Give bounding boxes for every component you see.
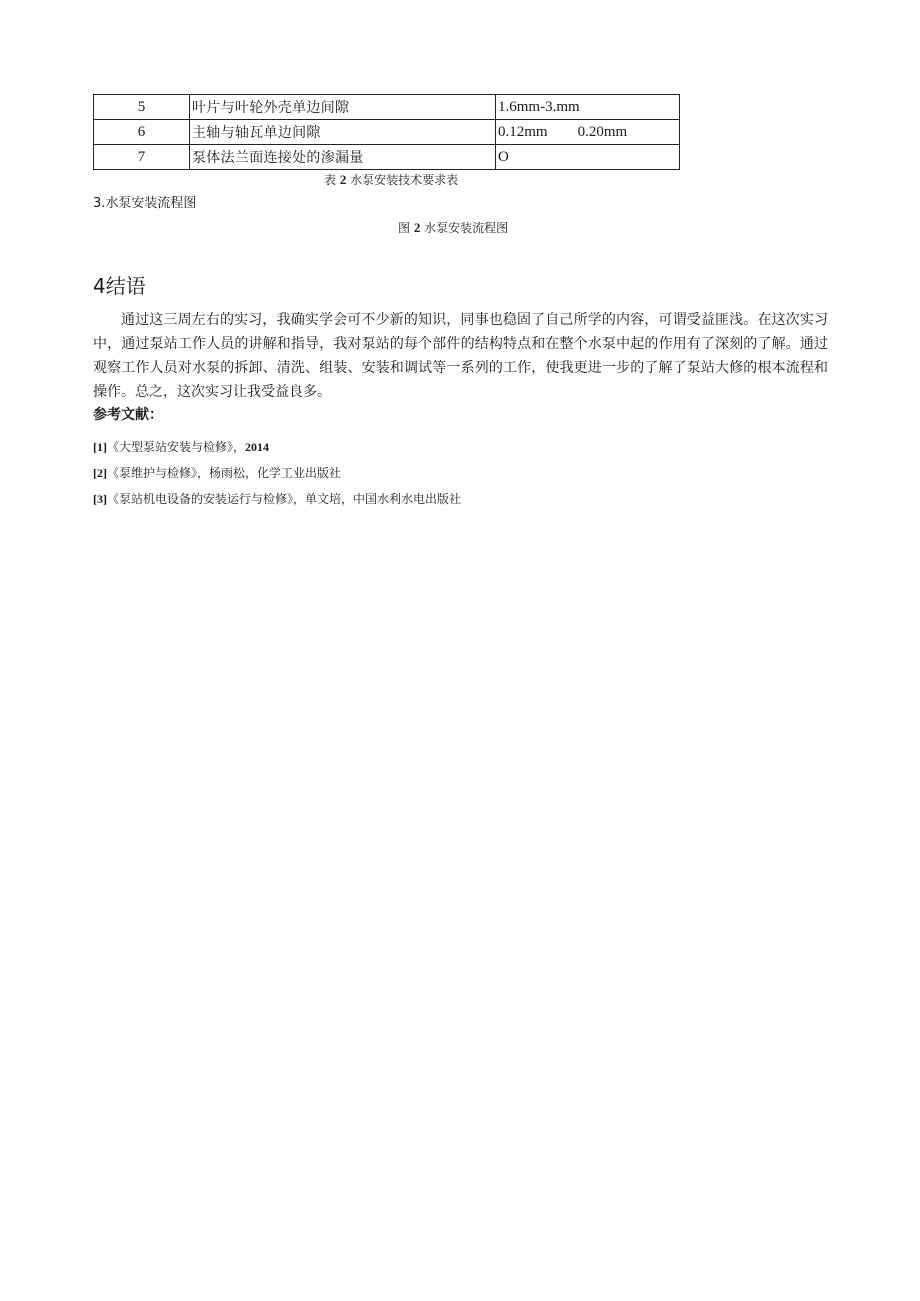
reference-tag: [1]	[93, 440, 107, 454]
reference-item	[93, 440, 461, 455]
reference-tag: [3]	[93, 492, 107, 506]
table-caption-number: 2	[339, 172, 347, 187]
table-row	[94, 120, 680, 145]
row-number: 5	[94, 95, 190, 120]
section-3-heading: 3.水泵安装流程图	[93, 196, 197, 211]
figure-caption-prefix: 图	[398, 221, 411, 235]
reference-text: 《大型泵站安装与检修》，	[107, 440, 246, 454]
row-number: 6	[94, 120, 190, 145]
installation-requirements-table	[93, 94, 680, 170]
section-4-heading: 4结语	[93, 274, 146, 298]
figure-caption-number: 2	[413, 220, 421, 235]
table-row	[94, 95, 680, 120]
figure-caption-text: 水泵安装流程图	[424, 221, 509, 235]
reference-item	[93, 492, 461, 507]
requirement-value: 1.6mm-3.mm	[496, 95, 680, 120]
requirement-value: 0.12mm 0.20mm	[496, 120, 680, 145]
figure-caption	[398, 219, 508, 236]
requirement-item: 主轴与轴瓦单边间隙	[190, 120, 496, 145]
reference-text: 《泵维护与检修》，杨雨松，化学工业出版社	[107, 466, 342, 480]
table-caption	[324, 171, 458, 188]
table-caption-text: 水泵安装技术要求表	[350, 173, 459, 187]
reference-item	[93, 466, 461, 481]
references-heading: 参考文献：	[93, 407, 163, 423]
conclusion-paragraph: 通过这三周左右的实习，我确实学会可不少新的知识，同事也稳固了自己所学的内容，可谓受益匪浅。在这次实习中，通过泵站工作人员的讲解和指导，我对泵站的每个部件的结构特点和在整个水泵中起的作用有了深刻的了解。通过观察工作人员对水泵的拆卸、清洗、组装、安装和调试等一系列的工作，使我更进一步的了解了泵站大修的根本流程和操作。总之，这次实习让我受益良多。	[93, 312, 828, 400]
reference-text: 《泵站机电设备的安装运行与检修》，单文培，中国水利水电出版社	[107, 492, 462, 506]
reference-tag: [2]	[93, 466, 107, 480]
requirement-item: 叶片与叶轮外壳单边间隙	[190, 95, 496, 120]
requirement-value: O	[496, 145, 680, 170]
reference-list	[93, 440, 461, 518]
reference-year: 2014	[245, 440, 270, 454]
row-number: 7	[94, 145, 190, 170]
table-caption-prefix: 表	[324, 173, 337, 187]
requirement-item: 泵体法兰面连接处的渗漏量	[190, 145, 496, 170]
table-row	[94, 145, 680, 170]
